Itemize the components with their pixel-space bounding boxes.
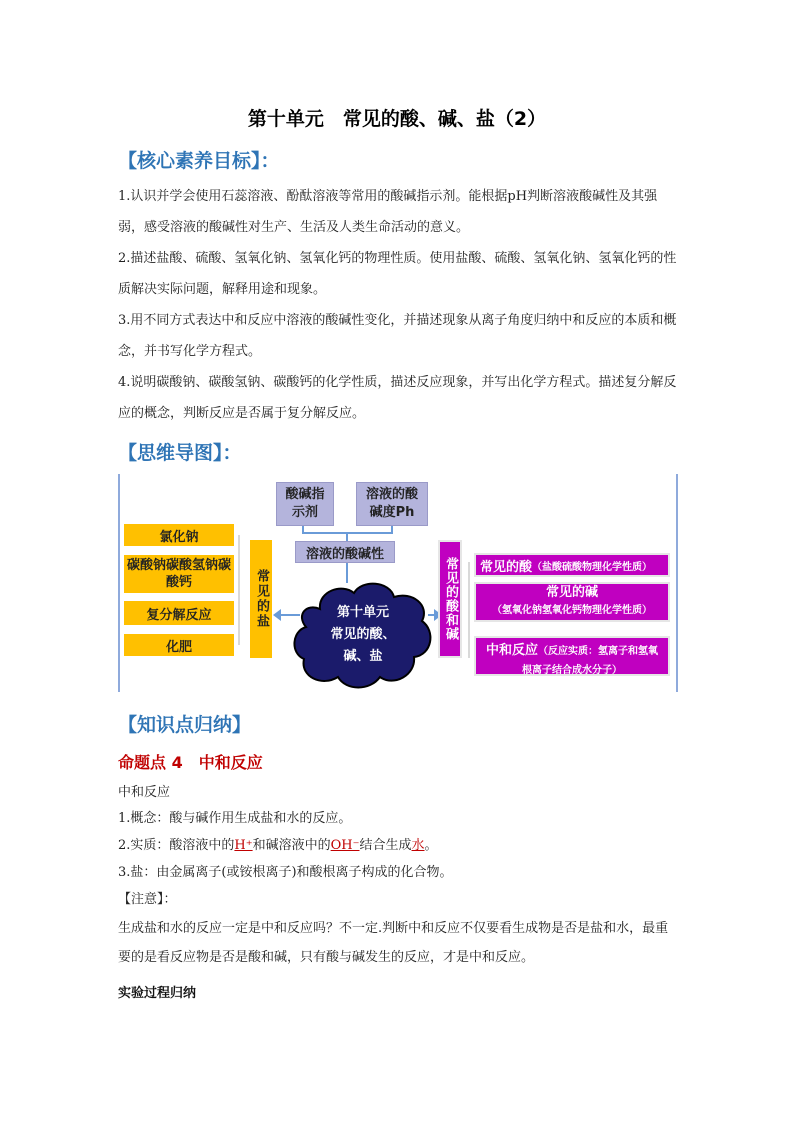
- mindmap-ph-box: 溶液的酸碱度Ph: [356, 482, 428, 526]
- core-goal-item: 1.认识并学会使用石蕊溶液、酚酞溶液等常用的酸碱指示剂。能根据pH判断溶液酸碱性及其强弱，感受溶液的酸碱性对生产、生活及人类生命活动的意义。: [118, 189, 658, 235]
- bases-main: 常见的碱: [545, 585, 598, 600]
- water-text: 水: [411, 838, 425, 853]
- left-bracket: [238, 535, 240, 645]
- salt-definition: 3.盐：由金属离子(或铵根离子)和酸根离子构成的化合物。: [118, 865, 453, 880]
- core-goals-heading: 【核心素养目标】：: [118, 150, 280, 172]
- mindmap-category-acids-bases: [438, 540, 462, 658]
- category-salts-label: 常见的盐: [254, 569, 269, 629]
- core-goal-item: 2.描述盐酸、硫酸、氢氧化钠、氢氧化钙的物理性质。使用盐酸、硫酸、氢氧化钠、氢氧化钙的性质解决实际问题，解释用途和现象。: [118, 251, 677, 297]
- essence-line: [118, 833, 678, 859]
- mindmap-item-double-decomposition: 复分解反应: [124, 601, 234, 625]
- center-line-3: 碱、盐: [343, 649, 383, 664]
- mindmap-acidity-box: 溶液的酸碱性: [295, 541, 395, 563]
- mindmap-indicator-box: 酸碱指示剂: [276, 482, 334, 526]
- neutral-sub: （反应实质：氢离子和氢氧根离子结合成水分子）: [522, 646, 658, 676]
- mindmap-item-sodium-chloride: 氯化钠: [124, 524, 234, 546]
- mindmap-neutralization-box: [474, 636, 670, 676]
- category-acids-bases-label: 常见的酸和碱: [443, 557, 458, 641]
- acids-sub: （盐酸硫酸物理化学性质）: [532, 561, 653, 573]
- core-goal-item: 3.用不同方式表达中和反应中溶液的酸碱性变化，并描述现象从离子角度归纳中和反应的本质和概念，并书写化学方程式。: [118, 313, 677, 359]
- concept-line: [118, 806, 678, 832]
- essence-mid2: 结合生成: [359, 838, 412, 853]
- essence-label: 2.实质：酸溶液中的: [118, 838, 235, 853]
- command-heading: 命题点 4 中和反应: [118, 753, 263, 772]
- mindmap-center-cloud: [290, 579, 436, 691]
- core-goals-list: [118, 181, 678, 429]
- mindmap-item-carbonates: 碳酸钠碳酸氢钠碳酸钙: [124, 555, 234, 593]
- right-bracket: [468, 562, 470, 658]
- topic-label: 中和反应: [118, 785, 171, 800]
- note-heading: 【注意】：: [118, 892, 177, 907]
- essence-mid: 和碱溶液中的: [252, 838, 331, 853]
- center-line-2: 常见的酸、: [330, 627, 396, 642]
- ion-h: H⁺: [234, 838, 253, 853]
- neutral-main: 中和反应: [485, 643, 538, 658]
- mindmap-heading: 【思维导图】：: [118, 442, 242, 464]
- bases-sub: （氢氧化钠氢氧化钙物理化学性质）: [492, 605, 652, 616]
- core-goal-item: 4.说明碳酸钠、碳酸氢钠、碳酸钙的化学性质，描述反应现象，并写出化学方程式。描述复分解反应的概念，判断反应是否属于复分解反应。: [118, 375, 677, 421]
- acids-main: 常见的酸: [480, 559, 533, 575]
- mindmap-category-salts: [250, 540, 272, 658]
- arrow-left-icon: [273, 609, 281, 621]
- center-line-1: 第十单元: [336, 605, 389, 620]
- knowledge-heading: 【知识点归纳】: [118, 714, 252, 736]
- center-text: [290, 579, 436, 691]
- experiment-heading: 实验过程归纳: [118, 986, 197, 1001]
- mindmap-item-fertilizer: 化肥: [124, 634, 234, 656]
- concept-label: 1.概念：: [118, 811, 170, 826]
- ion-oh: OH⁻: [330, 838, 360, 853]
- page-title: 第十单元 常见的酸、碱、盐（2）: [247, 108, 547, 130]
- mindmap-acids-box: [474, 553, 670, 577]
- mindmap-bases-box: [474, 582, 670, 622]
- essence-end: 。: [424, 838, 438, 853]
- note-text: 生成盐和水的反应一定是中和反应吗？不一定.判断中和反应不仅要看生成物是否是盐和水，最重要的是看反应物是否是酸和碱，只有酸与碱发生的反应，才是中和反应。: [118, 921, 669, 965]
- concept-text: 酸与碱作用生成盐和水的反应。: [169, 811, 352, 826]
